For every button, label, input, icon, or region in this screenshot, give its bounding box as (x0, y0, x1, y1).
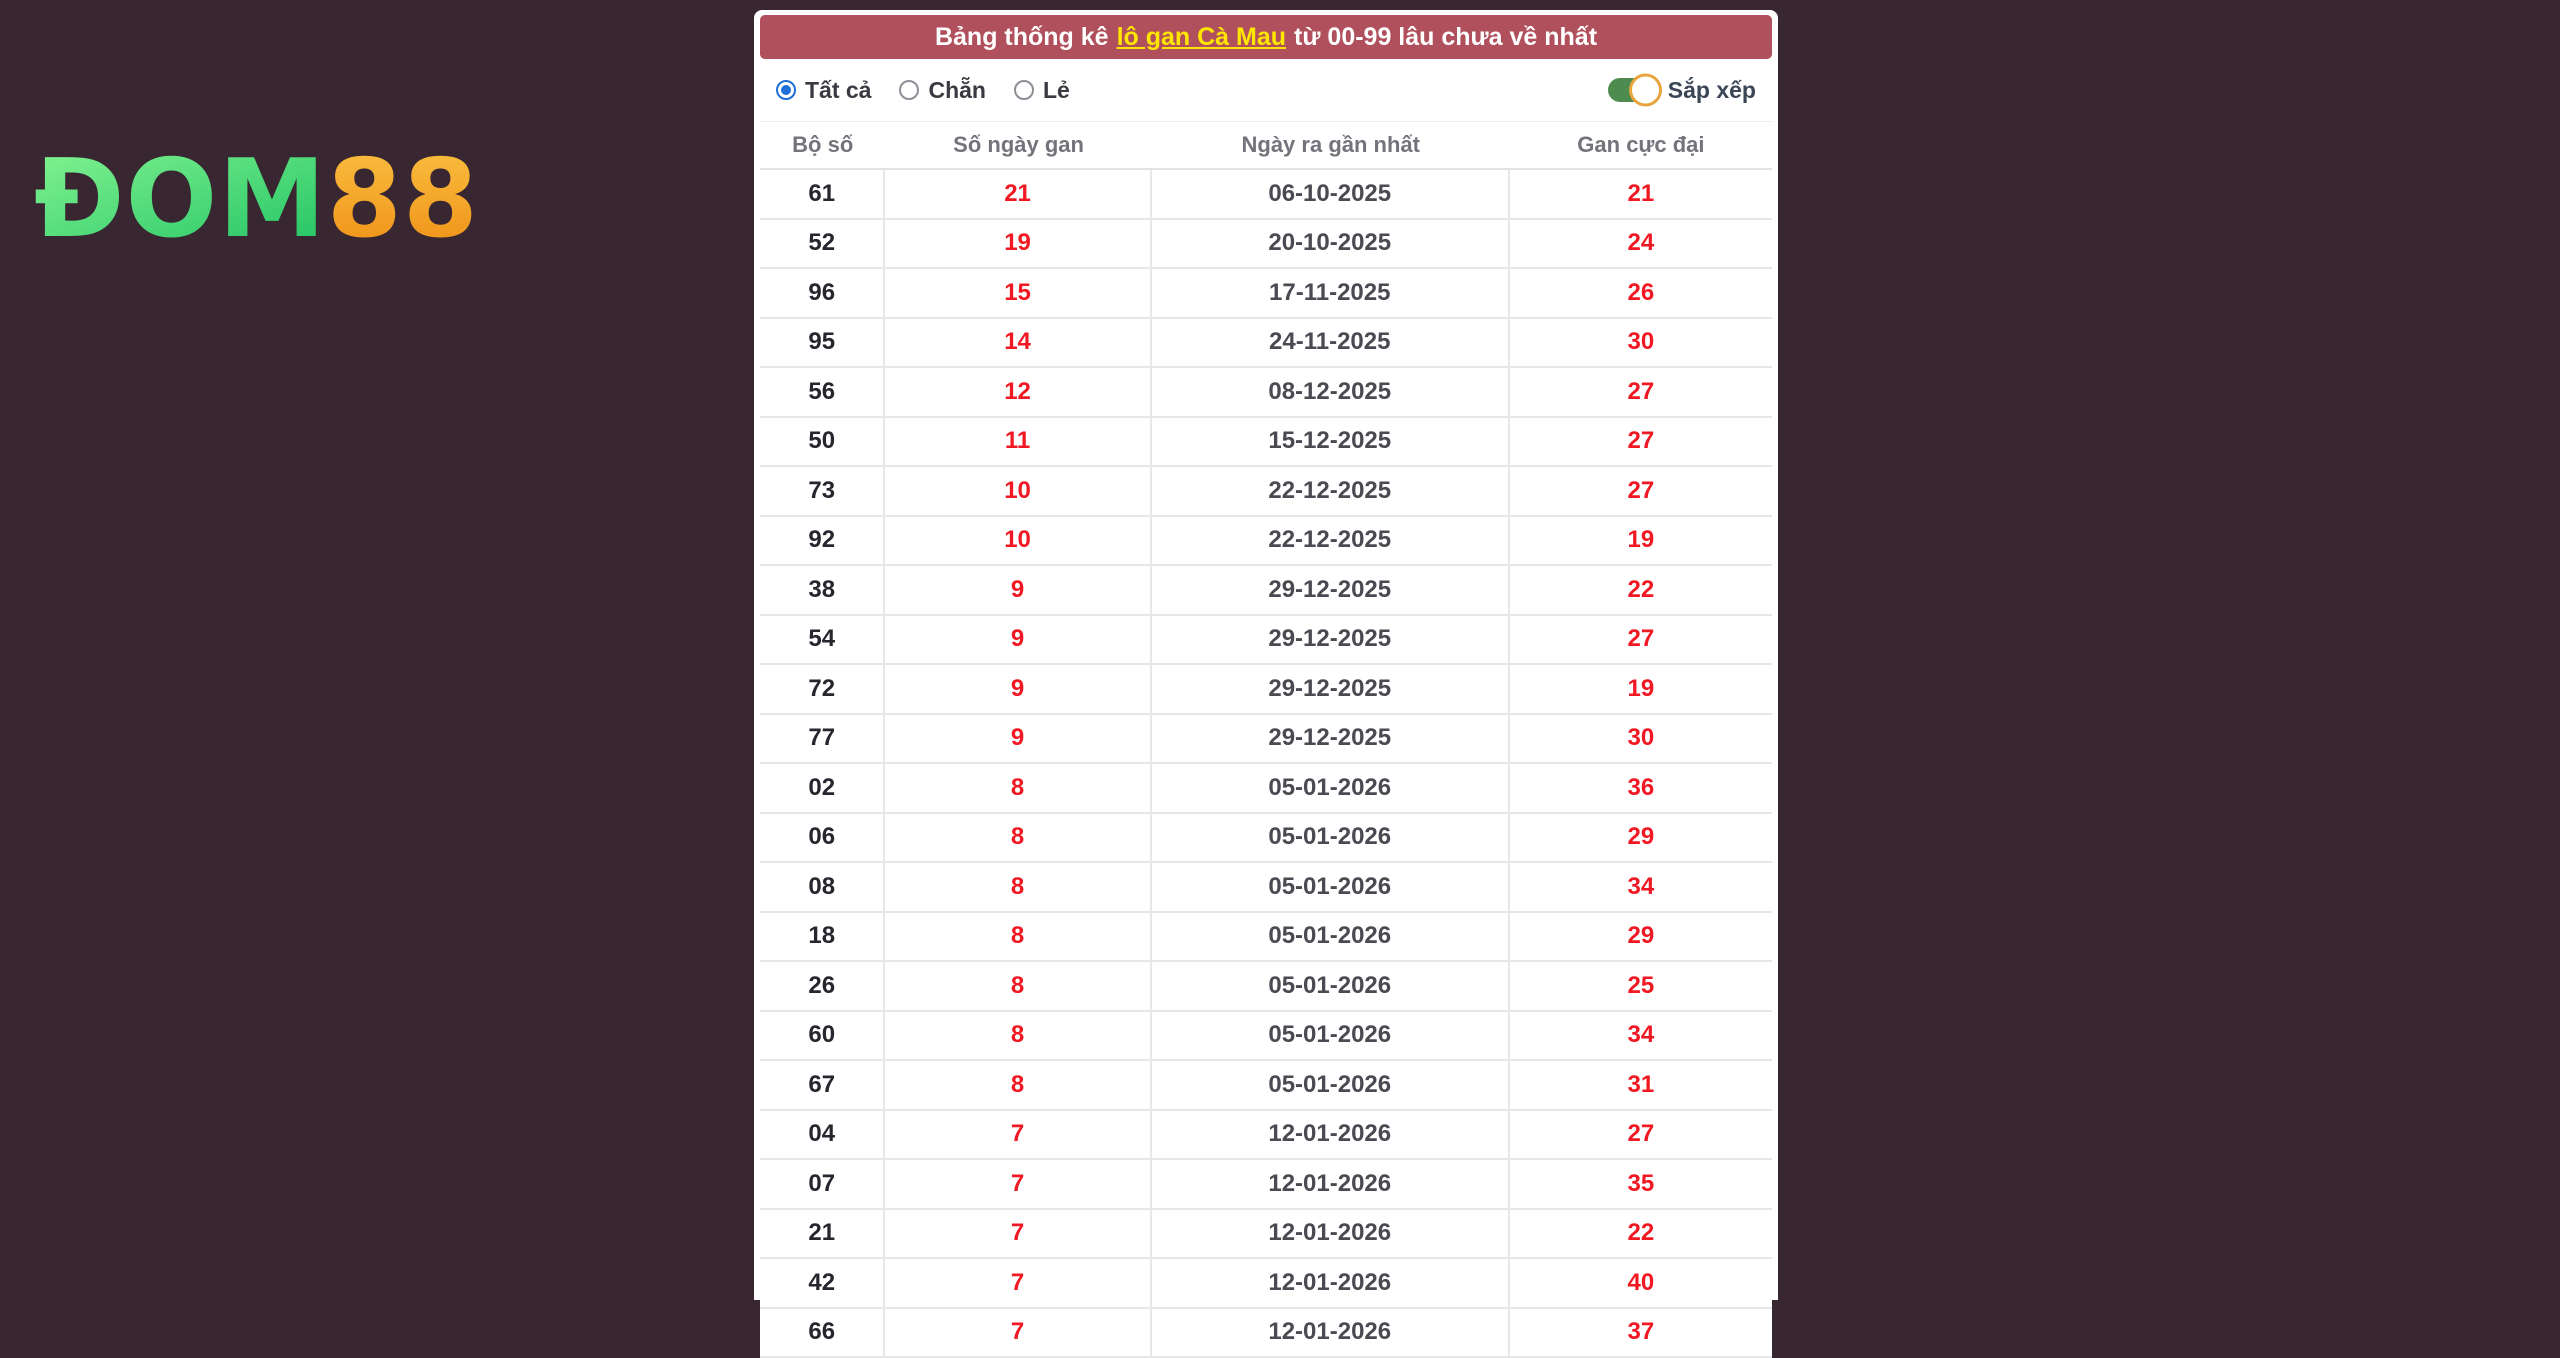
table-header-row (760, 122, 1772, 170)
cell-ngay-ra: 12-01-2026 (1152, 1160, 1510, 1208)
cell-bo-so: 02 (760, 764, 885, 812)
cell-bo-so: 38 (760, 566, 885, 614)
cell-so-ngay-gan: 9 (885, 566, 1151, 614)
table-row (760, 220, 1772, 270)
cell-gan-cuc-dai: 27 (1510, 418, 1772, 466)
cell-gan-cuc-dai: 22 (1510, 1210, 1772, 1258)
cell-bo-so: 73 (760, 467, 885, 515)
cell-bo-so: 61 (760, 170, 885, 218)
cell-gan-cuc-dai: 30 (1510, 715, 1772, 763)
parity-radio-group (776, 77, 1070, 104)
cell-so-ngay-gan: 21 (885, 170, 1151, 218)
cell-ngay-ra: 05-01-2026 (1152, 913, 1510, 961)
cell-so-ngay-gan: 8 (885, 962, 1151, 1010)
cell-ngay-ra: 12-01-2026 (1152, 1111, 1510, 1159)
cell-ngay-ra: 05-01-2026 (1152, 1061, 1510, 1109)
table-row (760, 566, 1772, 616)
cell-gan-cuc-dai: 21 (1510, 170, 1772, 218)
cell-bo-so: 42 (760, 1259, 885, 1307)
cell-gan-cuc-dai: 27 (1510, 616, 1772, 664)
table-body (760, 170, 1772, 1358)
cell-ngay-ra: 05-01-2026 (1152, 863, 1510, 911)
cell-so-ngay-gan: 9 (885, 616, 1151, 664)
cell-bo-so: 07 (760, 1160, 885, 1208)
cell-gan-cuc-dai: 31 (1510, 1061, 1772, 1109)
header-ngay-ra: Ngày ra gần nhất (1152, 132, 1510, 158)
cell-bo-so: 96 (760, 269, 885, 317)
radio-icon[interactable] (899, 80, 919, 100)
cell-gan-cuc-dai: 22 (1510, 566, 1772, 614)
cell-so-ngay-gan: 11 (885, 418, 1151, 466)
cell-so-ngay-gan: 7 (885, 1259, 1151, 1307)
logo-text-orange: 88 (327, 137, 479, 262)
header-gan-cuc-dai: Gan cực đại (1510, 132, 1772, 158)
table-row (760, 715, 1772, 765)
cell-bo-so: 04 (760, 1111, 885, 1159)
cell-gan-cuc-dai: 19 (1510, 665, 1772, 713)
cell-gan-cuc-dai: 26 (1510, 269, 1772, 317)
cell-bo-so: 52 (760, 220, 885, 268)
radio-option-all[interactable] (776, 77, 871, 104)
cell-bo-so: 06 (760, 814, 885, 862)
cell-gan-cuc-dai: 35 (1510, 1160, 1772, 1208)
cell-so-ngay-gan: 7 (885, 1111, 1151, 1159)
panel-title-prefix: Bảng thống kê (935, 23, 1109, 52)
cell-gan-cuc-dai: 25 (1510, 962, 1772, 1010)
table-row (760, 1259, 1772, 1309)
cell-bo-so: 60 (760, 1012, 885, 1060)
filter-bar (760, 59, 1772, 122)
cell-ngay-ra: 08-12-2025 (1152, 368, 1510, 416)
cell-gan-cuc-dai: 29 (1510, 814, 1772, 862)
cell-gan-cuc-dai: 27 (1510, 1111, 1772, 1159)
cell-so-ngay-gan: 8 (885, 814, 1151, 862)
sort-toggle[interactable] (1608, 78, 1654, 102)
cell-gan-cuc-dai: 36 (1510, 764, 1772, 812)
cell-ngay-ra: 05-01-2026 (1152, 814, 1510, 862)
table-row (760, 814, 1772, 864)
cell-bo-so: 18 (760, 913, 885, 961)
cell-ngay-ra: 22-12-2025 (1152, 467, 1510, 515)
radio-label: Tất cả (805, 77, 871, 104)
cell-ngay-ra: 12-01-2026 (1152, 1259, 1510, 1307)
header-bo-so: Bộ số (760, 132, 885, 158)
radio-option-even[interactable] (899, 77, 986, 104)
cell-ngay-ra: 29-12-2025 (1152, 616, 1510, 664)
cell-gan-cuc-dai: 40 (1510, 1259, 1772, 1307)
table-row (760, 962, 1772, 1012)
cell-so-ngay-gan: 7 (885, 1160, 1151, 1208)
cell-bo-so: 77 (760, 715, 885, 763)
statistics-panel (754, 10, 1778, 1300)
panel-title-suffix: từ 00-99 lâu chưa về nhất (1294, 23, 1597, 52)
cell-gan-cuc-dai: 27 (1510, 368, 1772, 416)
radio-icon[interactable] (1014, 80, 1034, 100)
table-row (760, 764, 1772, 814)
cell-ngay-ra: 29-12-2025 (1152, 715, 1510, 763)
table-row (760, 368, 1772, 418)
cell-so-ngay-gan: 7 (885, 1309, 1151, 1357)
cell-ngay-ra: 06-10-2025 (1152, 170, 1510, 218)
radio-label: Lẻ (1043, 77, 1070, 104)
dom88-logo[interactable] (34, 146, 479, 254)
cell-bo-so: 95 (760, 319, 885, 367)
table-row (760, 665, 1772, 715)
cell-ngay-ra: 20-10-2025 (1152, 220, 1510, 268)
cell-so-ngay-gan: 9 (885, 665, 1151, 713)
cell-ngay-ra: 29-12-2025 (1152, 665, 1510, 713)
cell-gan-cuc-dai: 30 (1510, 319, 1772, 367)
table-row (760, 418, 1772, 468)
cell-so-ngay-gan: 15 (885, 269, 1151, 317)
cell-so-ngay-gan: 8 (885, 1061, 1151, 1109)
header-so-ngay-gan: Số ngày gan (885, 132, 1151, 158)
cell-so-ngay-gan: 8 (885, 863, 1151, 911)
table-row (760, 616, 1772, 666)
table-row (760, 170, 1772, 220)
lo-gan-ca-mau-link[interactable]: lô gan Cà Mau (1117, 23, 1286, 52)
cell-so-ngay-gan: 9 (885, 715, 1151, 763)
cell-bo-so: 54 (760, 616, 885, 664)
cell-so-ngay-gan: 19 (885, 220, 1151, 268)
cell-so-ngay-gan: 7 (885, 1210, 1151, 1258)
cell-bo-so: 21 (760, 1210, 885, 1258)
cell-ngay-ra: 05-01-2026 (1152, 1012, 1510, 1060)
cell-gan-cuc-dai: 24 (1510, 220, 1772, 268)
cell-so-ngay-gan: 8 (885, 1012, 1151, 1060)
cell-bo-so: 72 (760, 665, 885, 713)
table-row (760, 467, 1772, 517)
table-row (760, 1210, 1772, 1260)
radio-label: Chẵn (928, 77, 986, 104)
cell-ngay-ra: 05-01-2026 (1152, 764, 1510, 812)
cell-so-ngay-gan: 12 (885, 368, 1151, 416)
cell-so-ngay-gan: 14 (885, 319, 1151, 367)
table-row (760, 1309, 1772, 1358)
cell-ngay-ra: 15-12-2025 (1152, 418, 1510, 466)
cell-bo-so: 50 (760, 418, 885, 466)
cell-bo-so: 26 (760, 962, 885, 1010)
logo-text-green: ĐOM (34, 137, 327, 262)
toggle-knob-icon[interactable] (1629, 74, 1662, 107)
cell-bo-so: 56 (760, 368, 885, 416)
cell-ngay-ra: 05-01-2026 (1152, 962, 1510, 1010)
table-row (760, 319, 1772, 369)
cell-ngay-ra: 29-12-2025 (1152, 566, 1510, 614)
cell-so-ngay-gan: 10 (885, 467, 1151, 515)
cell-ngay-ra: 24-11-2025 (1152, 319, 1510, 367)
radio-option-odd[interactable] (1014, 77, 1070, 104)
cell-so-ngay-gan: 10 (885, 517, 1151, 565)
radio-icon[interactable] (776, 80, 796, 100)
table-row (760, 913, 1772, 963)
table-row (760, 517, 1772, 567)
cell-bo-so: 08 (760, 863, 885, 911)
table-row (760, 1111, 1772, 1161)
cell-bo-so: 92 (760, 517, 885, 565)
cell-ngay-ra: 22-12-2025 (1152, 517, 1510, 565)
cell-gan-cuc-dai: 19 (1510, 517, 1772, 565)
cell-gan-cuc-dai: 27 (1510, 467, 1772, 515)
cell-gan-cuc-dai: 34 (1510, 1012, 1772, 1060)
cell-so-ngay-gan: 8 (885, 913, 1151, 961)
panel-title-bar (760, 15, 1772, 59)
cell-gan-cuc-dai: 37 (1510, 1309, 1772, 1357)
cell-bo-so: 66 (760, 1309, 885, 1357)
cell-ngay-ra: 12-01-2026 (1152, 1309, 1510, 1357)
sort-label: Sắp xếp (1668, 77, 1756, 104)
cell-gan-cuc-dai: 34 (1510, 863, 1772, 911)
cell-bo-so: 67 (760, 1061, 885, 1109)
table-row (760, 1160, 1772, 1210)
table-row (760, 1012, 1772, 1062)
cell-gan-cuc-dai: 29 (1510, 913, 1772, 961)
sort-control (1608, 77, 1756, 104)
table-row (760, 1061, 1772, 1111)
cell-ngay-ra: 12-01-2026 (1152, 1210, 1510, 1258)
table-row (760, 269, 1772, 319)
cell-so-ngay-gan: 8 (885, 764, 1151, 812)
table-row (760, 863, 1772, 913)
cell-ngay-ra: 17-11-2025 (1152, 269, 1510, 317)
